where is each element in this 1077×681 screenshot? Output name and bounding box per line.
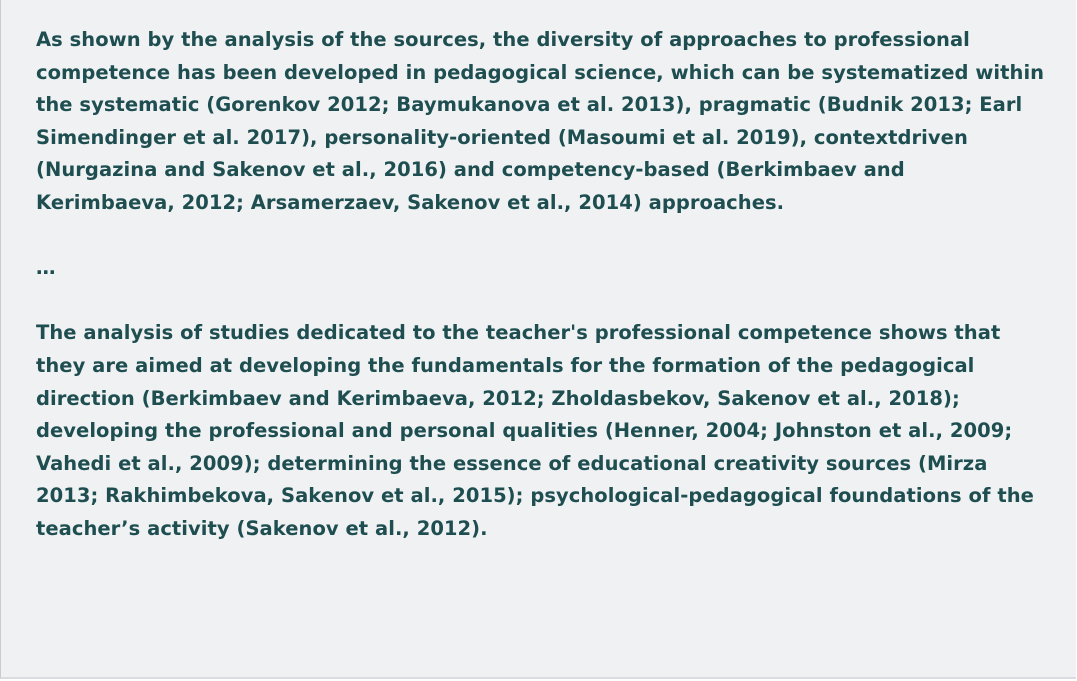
paragraph-spacer: [36, 220, 1046, 253]
paragraph-spacer: [36, 285, 1046, 318]
quote-paragraph-1: As shown by the analysis of the sources, the diversity of approaches to professional competence has been developed in pedagogical science, which can be systematized within the systematic (Gorenkov 2012; Baymukanova et al. 2013), pragmatic (Budnik 2013; Earl Simendinger et al. 2017), personality-oriented (Masoumi et al. 2019), contextdriven (Nurgazina and Sakenov et al., 2016) and competency-based (Berkimbaev and Kerimbaeva, 2012; Arsamerzaev, Sakenov et al., 2014) approaches.: [36, 28, 1045, 214]
quote-ellipsis: …: [36, 256, 56, 280]
quote-paragraph-2: The analysis of studies dedicated to the teacher's professional competence shows that they are aimed at developing the fundamentals for the formation of the pedagogical direction (Berkimbaev and Kerimbaeva, 2012; Zholdasbekov, Sakenov et al., 2018); developing the professional and personal qualities (Henner, 2004; Johnston et al., 2009; Vahedi et al., 2009); determining the essence of educational creativity sources (Mirza 2013; Rakhimbekova, Sakenov et al., 2015); psychological-pedagogical foundations of the teacher’s activity (Sakenov et al., 2012).: [36, 321, 1034, 540]
